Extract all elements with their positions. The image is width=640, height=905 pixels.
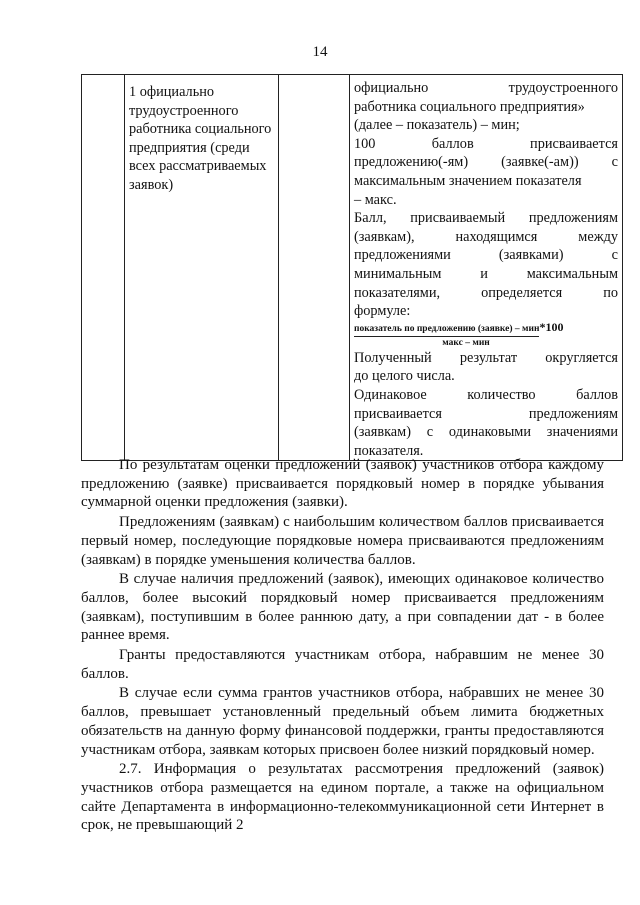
table-cell-criterion <box>125 75 279 461</box>
description-line: 100 баллов присваивается <box>354 135 618 152</box>
table-cell-description <box>350 75 623 461</box>
body-text <box>81 456 604 836</box>
description-line: (заявкам), находящимся между <box>354 228 618 245</box>
description-line: работника социального предприятия» <box>354 98 585 115</box>
paragraph: Гранты предоставляются участникам отбора, набравшим не менее 30 баллов. <box>81 647 604 682</box>
criterion-text: 1 официально трудоустроенного работника социального предприятия (среди всех рассматриваемых заявок) <box>129 84 272 193</box>
score-formula <box>354 321 618 349</box>
description-line: формуле: <box>354 303 411 320</box>
page-number: 14 <box>312 44 328 60</box>
formula-multiplier: *100 <box>539 319 564 334</box>
paragraph: По результатам оценки предложений (заявок) участников отбора каждому предложению (заявке) присваивается порядковый номер в порядке убывания суммарной оценки предложения (заявки). <box>81 457 604 511</box>
formula-denominator: макс – мин <box>442 337 490 348</box>
description-line: предложениями (заявками) с <box>354 247 618 264</box>
description-line: – макс. <box>354 191 397 208</box>
table-cell-weight <box>279 75 350 461</box>
description-line: показателями, определяется по <box>354 284 618 301</box>
description-line: до целого числа. <box>354 368 455 385</box>
paragraph: В случае если сумма грантов участников отбора, набравших не менее 30 баллов, превышает установленный предельный объем лимита бюджетных обязательств на данную форму финансовой поддержки, гранты предоставляются участникам отбора, заявкам которых присвоен более низкий порядковый номер. <box>81 685 604 758</box>
description-line: Одинаковое количество баллов <box>354 386 618 403</box>
paragraph: Предложениям (заявкам) с наибольшим количеством баллов присваивается первый номер, последующие порядковые номера присваиваются предложениям (заявкам) в порядке уменьшения количества баллов. <box>81 514 604 568</box>
description-line: Балл, присваиваемый предложениям <box>354 210 618 227</box>
description-line: присваивается предложениям <box>354 405 618 422</box>
description-line: предложению(-ям) (заявке(-ам)) с <box>354 154 618 171</box>
table-row <box>82 75 623 461</box>
description-line: показателя. <box>354 442 424 459</box>
description-line: максимальным значением показателя <box>354 172 582 189</box>
paragraph: В случае наличия предложений (заявок), имеющих одинаковое количество баллов, более высокий порядковый номер присваивается предложениям (заявкам), поступившим в более раннюю дату, а при совпадении дат - в более раннее время. <box>81 571 604 644</box>
description-line: официально трудоустроенного <box>354 80 618 96</box>
table-cell-number <box>82 75 125 461</box>
description-line: (далее – показатель) – мин; <box>354 117 520 134</box>
paragraph: 2.7. Информация о результатах рассмотрения предложений (заявок) участников отбора размещается на едином портале, а также на официальном сайте Департамента в информационно-телекоммуникационной сети Интернет в срок, не превышающий 2 <box>81 761 604 834</box>
description-line: минимальным и максимальным <box>354 265 618 282</box>
criteria-table <box>81 74 623 461</box>
formula-numerator: показатель по предложению (заявке) – мин <box>354 323 539 337</box>
description-line: Полученный результат округляется <box>354 349 618 366</box>
description-line: (заявкам) с одинаковыми значениями <box>354 424 618 441</box>
